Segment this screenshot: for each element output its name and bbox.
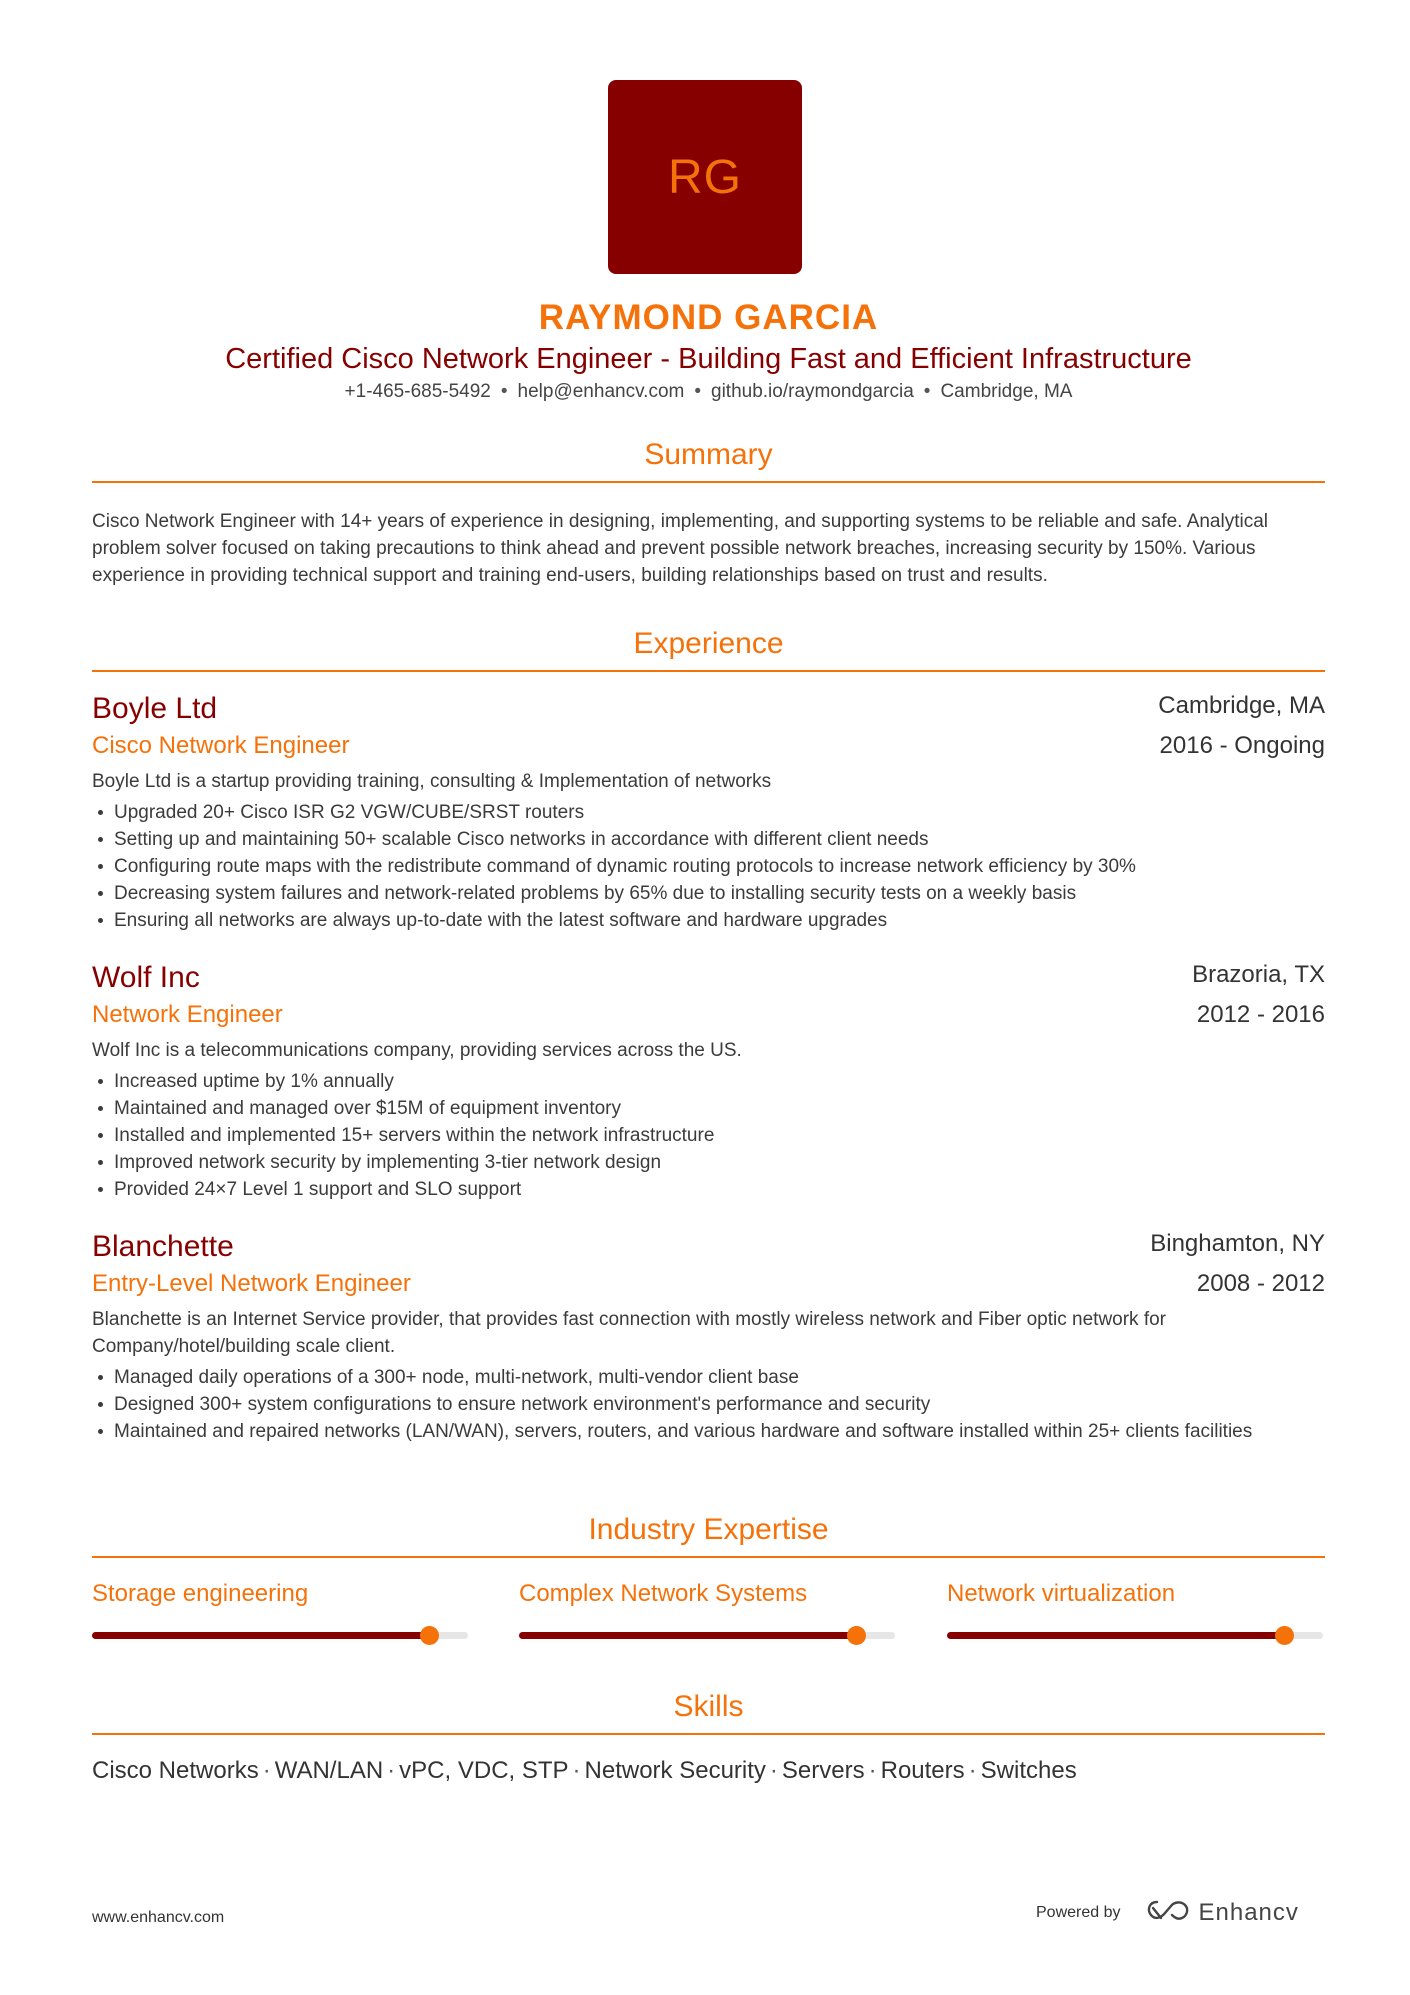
job-bullet: Decreasing system failures and network-related problems by 65% due to installing security tests on a weekly basis bbox=[92, 880, 1325, 907]
expertise-bar-fill bbox=[519, 1632, 857, 1639]
job-bullet: Designed 300+ system configurations to ensure network environment's performance and security bbox=[92, 1391, 1325, 1418]
skill-separator: · bbox=[387, 1757, 396, 1784]
expertise-bar-track bbox=[92, 1632, 468, 1639]
expertise-divider bbox=[92, 1556, 1325, 1558]
candidate-name: RAYMOND GARCIA bbox=[538, 298, 879, 337]
expertise-bar-track bbox=[519, 1632, 895, 1639]
avatar bbox=[608, 80, 802, 274]
job-bullet: Managed daily operations of a 300+ node, multi-network, multi-vendor client base bbox=[92, 1364, 1325, 1391]
job-location: Binghamton, NY bbox=[1150, 1230, 1325, 1257]
skill-separator: · bbox=[769, 1757, 778, 1784]
job-bullet: Maintained and repaired networks (LAN/WAN), servers, routers, and various hardware and software installed within 25+ clients facilities bbox=[92, 1418, 1325, 1445]
expertise-item bbox=[519, 1580, 895, 1608]
skill-item: Servers bbox=[781, 1757, 865, 1784]
footer-branding[interactable] bbox=[1036, 1898, 1299, 1927]
brand-name: Enhancv bbox=[1198, 1898, 1299, 1926]
contact-location: Cambridge, MA bbox=[940, 381, 1073, 402]
skill-item: WAN/LAN bbox=[274, 1757, 384, 1784]
experience-divider bbox=[92, 670, 1325, 672]
job-dates: 2012 - 2016 bbox=[1196, 1001, 1325, 1028]
job-location: Brazoria, TX bbox=[1192, 961, 1325, 988]
contact-github[interactable]: github.io/raymondgarcia bbox=[711, 381, 914, 402]
expertise-bar-track bbox=[947, 1632, 1323, 1639]
skill-item: Routers bbox=[880, 1757, 965, 1784]
job-role: Cisco Network Engineer bbox=[92, 732, 350, 759]
job-bullets bbox=[92, 799, 1325, 934]
job-bullet: Increased uptime by 1% annually bbox=[92, 1068, 1325, 1095]
expertise-bar-knob bbox=[420, 1626, 439, 1645]
job-company: Wolf Inc bbox=[92, 961, 200, 994]
job-bullet: Setting up and maintaining 50+ scalable Cisco networks in accordance with different client needs bbox=[92, 826, 1325, 853]
summary-divider bbox=[92, 481, 1325, 483]
job-bullet: Ensuring all networks are always up-to-date with the latest software and hardware upgrades bbox=[92, 907, 1325, 934]
expertise-label: Network virtualization bbox=[947, 1580, 1176, 1607]
experience-heading: Experience bbox=[633, 627, 784, 660]
contact-separator: • bbox=[923, 381, 931, 402]
expertise-bar-knob bbox=[847, 1626, 866, 1645]
job-bullets bbox=[92, 1364, 1325, 1445]
job-dates: 2008 - 2012 bbox=[1196, 1270, 1325, 1297]
job-dates: 2016 - Ongoing bbox=[1159, 732, 1325, 759]
expertise-item bbox=[92, 1580, 468, 1608]
skill-separator: · bbox=[262, 1757, 271, 1784]
job-bullet: Configuring route maps with the redistribute command of dynamic routing protocols to increase network efficiency by 30% bbox=[92, 853, 1325, 880]
skill-separator: · bbox=[968, 1757, 977, 1784]
expertise-label: Complex Network Systems bbox=[519, 1580, 808, 1607]
job-bullet: Improved network security by implementing 3-tier network design bbox=[92, 1149, 1325, 1176]
expertise-label: Storage engineering bbox=[92, 1580, 309, 1607]
expertise-bar-fill bbox=[92, 1632, 430, 1639]
skill-item: Cisco Networks bbox=[92, 1757, 259, 1784]
skills-divider bbox=[92, 1733, 1325, 1735]
job-description: Blanchette is an Internet Service provider, that provides fast connection with mostly wireless network and Fiber optic network for Company/hotel/building scale client. bbox=[92, 1309, 1167, 1357]
contact-line bbox=[92, 381, 1325, 403]
powered-by-label: Powered by bbox=[1036, 1903, 1121, 1921]
job-description: Boyle Ltd is a startup providing training, consulting & Implementation of networks bbox=[92, 771, 772, 792]
expertise-bar-fill bbox=[947, 1632, 1285, 1639]
job-company: Blanchette bbox=[92, 1230, 234, 1263]
job-role: Network Engineer bbox=[92, 1001, 283, 1028]
job-role: Entry-Level Network Engineer bbox=[92, 1270, 411, 1297]
contact-separator: • bbox=[694, 381, 701, 402]
contact-separator: • bbox=[500, 381, 508, 402]
footer-website[interactable]: www.enhancv.com bbox=[92, 1909, 225, 1926]
job-description: Wolf Inc is a telecommunications company, providing services across the US. bbox=[92, 1040, 742, 1061]
contact-email[interactable]: help@enhancv.com bbox=[517, 381, 685, 402]
avatar-initials: RG bbox=[668, 150, 742, 204]
job-bullet: Installed and implemented 15+ servers within the network infrastructure bbox=[92, 1122, 1325, 1149]
skill-separator: · bbox=[572, 1757, 581, 1784]
expertise-item bbox=[947, 1580, 1323, 1608]
job-company: Boyle Ltd bbox=[92, 692, 218, 725]
skill-separator: · bbox=[868, 1757, 877, 1784]
enhancv-logo-icon bbox=[1145, 1898, 1191, 1927]
candidate-headline: Certified Cisco Network Engineer - Building Fast and Efficient Infrastructure bbox=[225, 343, 1192, 375]
job-bullet: Upgraded 20+ Cisco ISR G2 VGW/CUBE/SRST routers bbox=[92, 799, 1325, 826]
skills-list bbox=[92, 1757, 1325, 1785]
skill-item: Network Security bbox=[584, 1757, 766, 1784]
job-location: Cambridge, MA bbox=[1158, 692, 1325, 719]
skill-item: Switches bbox=[980, 1757, 1077, 1784]
skills-heading: Skills bbox=[673, 1690, 744, 1723]
job-bullet: Maintained and managed over $15M of equipment inventory bbox=[92, 1095, 1325, 1122]
contact-phone: +1-465-685-5492 bbox=[344, 381, 491, 402]
job-bullet: Provided 24×7 Level 1 support and SLO support bbox=[92, 1176, 1325, 1203]
skill-item: vPC, VDC, STP bbox=[399, 1757, 569, 1784]
expertise-bar-knob bbox=[1275, 1626, 1294, 1645]
expertise-heading: Industry Expertise bbox=[588, 1513, 829, 1546]
summary-heading: Summary bbox=[644, 438, 773, 471]
job-bullets bbox=[92, 1068, 1325, 1203]
summary-text: Cisco Network Engineer with 14+ years of experience in designing, implementing, and supporting systems to be reliable and safe. Analytical problem solver focused on taking precautions to think ahead and prevent possible network breaches, increasing security by 150%. Various experience in providing technical support and training end-users, building relationships based on trust and results. bbox=[92, 511, 1269, 586]
